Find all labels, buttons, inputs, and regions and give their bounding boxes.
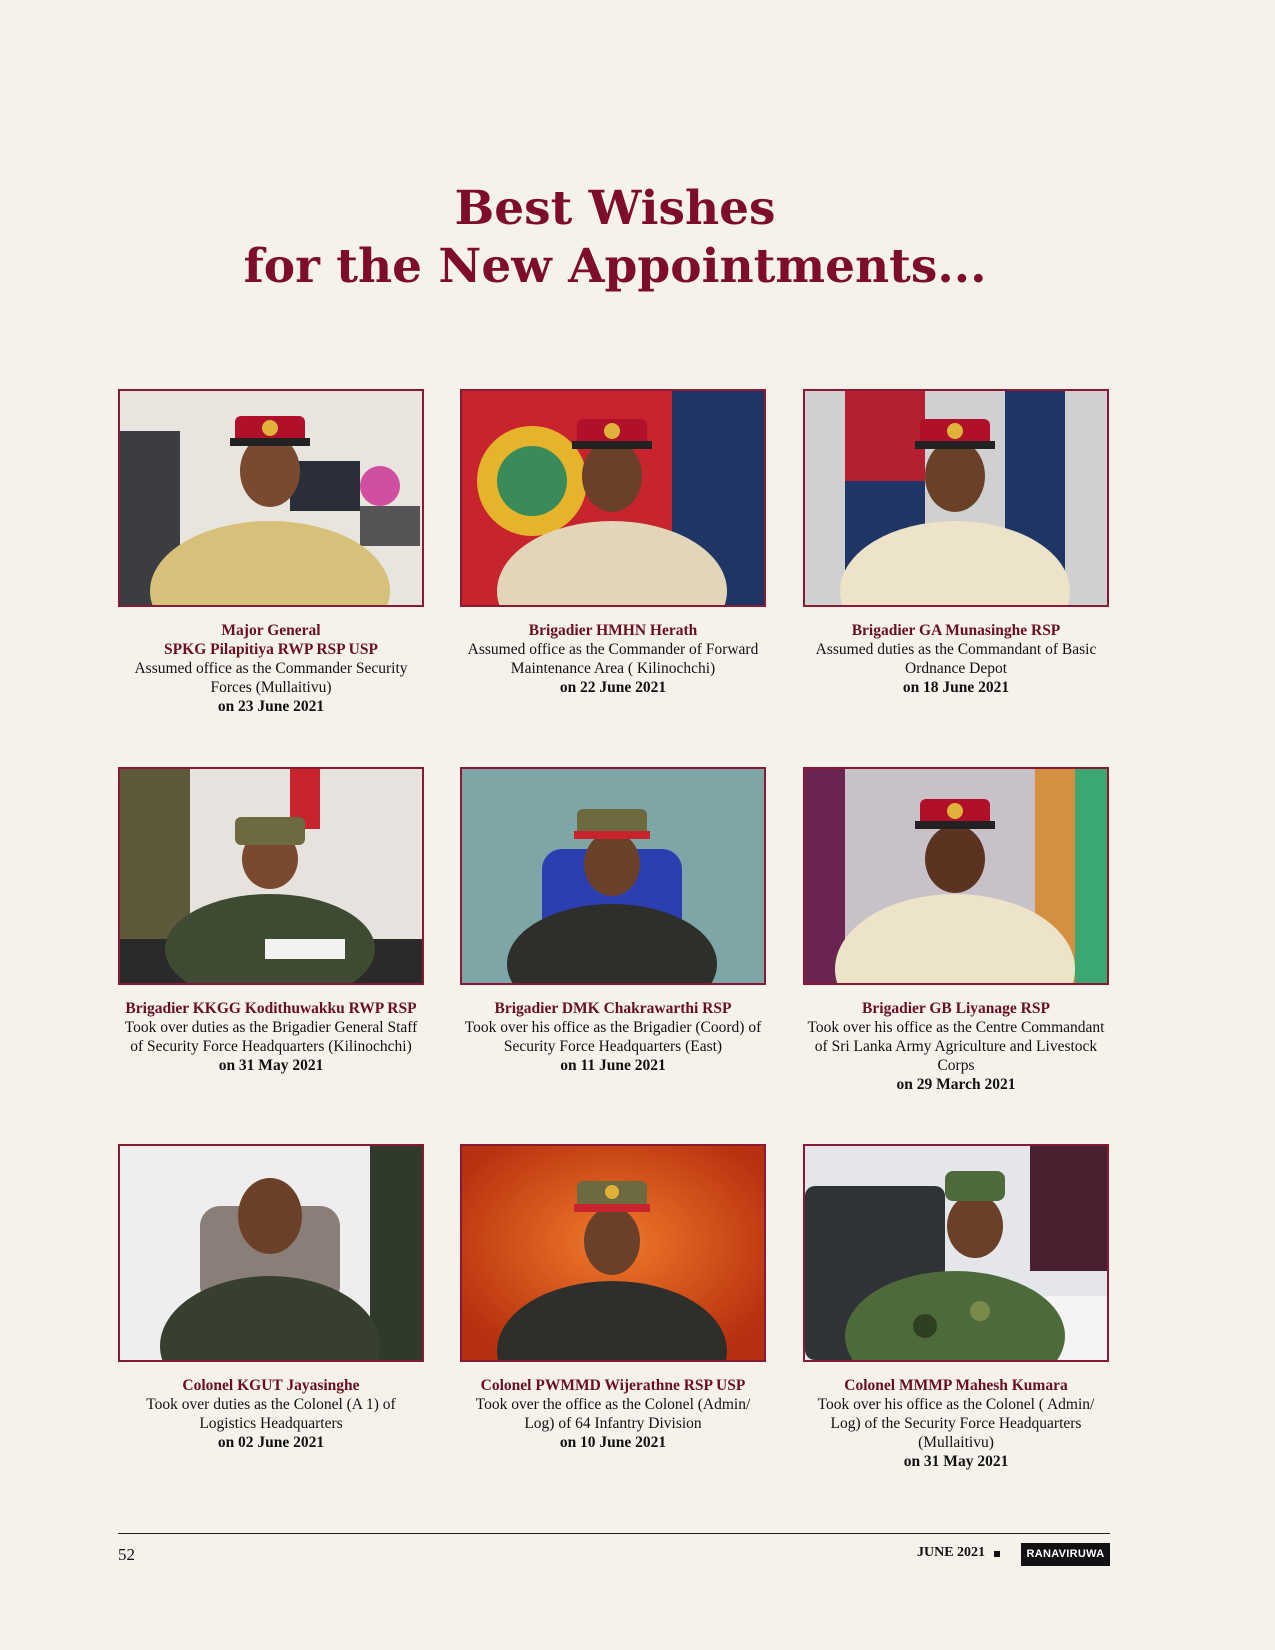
appointment-card xyxy=(460,389,766,697)
officer-photo xyxy=(803,389,1109,607)
issue-date: JUNE 2021 xyxy=(917,1545,986,1560)
appointment-card xyxy=(460,767,766,1075)
appointment-card xyxy=(118,389,424,716)
appointment-description: Took over duties as the Colonel (A 1) of Logistics Headquarters xyxy=(146,1396,396,1432)
appointment-description: Took over the office as the Colonel (Admin/ Log) of 64 Infantry Division xyxy=(475,1396,751,1432)
title-line-1: Best Wishes xyxy=(454,181,776,236)
officer-photo-graphic xyxy=(805,391,1107,605)
appointment-card xyxy=(460,1144,766,1452)
magazine-name: RANAVIRUWA xyxy=(1021,1543,1110,1566)
appointment-date: on 22 June 2021 xyxy=(559,679,667,696)
appointment-caption xyxy=(118,621,424,716)
appointment-card xyxy=(803,767,1109,1094)
footer-divider xyxy=(118,1533,1110,1534)
appointment-description: Assumed office as the Commander of Forward Maintenance Area ( Kilinochchi) xyxy=(467,641,759,677)
appointment-date: on 31 May 2021 xyxy=(218,1057,324,1074)
officer-photo xyxy=(803,1144,1109,1362)
page-title xyxy=(0,180,1230,296)
officer-photo xyxy=(118,389,424,607)
appointment-description: Took over his office as the Centre Commandant of Sri Lanka Army Agriculture and Livestock Corps xyxy=(807,1019,1105,1074)
appointment-caption xyxy=(803,1376,1109,1471)
officer-photo xyxy=(118,767,424,985)
officer-photo-graphic xyxy=(462,391,764,605)
appointment-caption xyxy=(460,1376,766,1452)
officer-photo-graphic xyxy=(462,769,764,983)
officer-name: Major General xyxy=(221,622,321,639)
appointment-caption xyxy=(460,999,766,1075)
officer-photo-graphic xyxy=(120,769,422,983)
officer-name: Brigadier KKGG Kodithuwakku RWP RSP xyxy=(125,1000,417,1017)
officer-photo xyxy=(803,767,1109,985)
officer-photo xyxy=(460,767,766,985)
title-line-2: for the New Appointments... xyxy=(243,239,987,294)
appointment-card xyxy=(803,1144,1109,1471)
appointment-date: on 02 June 2021 xyxy=(217,1434,325,1451)
appointment-date: on 18 June 2021 xyxy=(902,679,1010,696)
appointment-caption xyxy=(803,999,1109,1094)
appointment-date: on 11 June 2021 xyxy=(560,1057,666,1074)
officer-photo xyxy=(460,389,766,607)
appointment-date: on 10 June 2021 xyxy=(559,1434,667,1451)
footer-bullet-icon xyxy=(994,1551,1000,1557)
appointment-caption xyxy=(460,621,766,697)
officer-photo-graphic xyxy=(805,1146,1107,1360)
officer-name-cont: SPKG Pilapitiya RWP RSP USP xyxy=(164,641,378,658)
appointment-description: Assumed office as the Commander Security Forces (Mullaitivu) xyxy=(134,660,408,696)
officer-name: Colonel KGUT Jayasinghe xyxy=(182,1377,360,1394)
officer-photo xyxy=(118,1144,424,1362)
appointment-card xyxy=(118,767,424,1075)
officer-photo-graphic xyxy=(120,391,422,605)
appointment-card xyxy=(803,389,1109,697)
appointment-card xyxy=(118,1144,424,1452)
officer-photo-graphic xyxy=(462,1146,764,1360)
officer-name: Brigadier HMHN Herath xyxy=(528,622,698,639)
appointment-date: on 29 March 2021 xyxy=(896,1076,1016,1093)
officer-photo-graphic xyxy=(805,769,1107,983)
officer-name: Brigadier GA Munasinghe RSP xyxy=(851,622,1061,639)
appointment-description: Took over duties as the Brigadier General Staff of Security Force Headquarters (Kilinochchi) xyxy=(124,1019,418,1055)
appointment-caption xyxy=(118,999,424,1075)
officer-name: Colonel MMMP Mahesh Kumara xyxy=(844,1377,1068,1394)
appointment-caption xyxy=(803,621,1109,697)
appointment-description: Assumed duties as the Commandant of Basic Ordnance Depot xyxy=(815,641,1097,677)
appointment-caption xyxy=(118,1376,424,1452)
appointment-date: on 31 May 2021 xyxy=(903,1453,1009,1470)
appointment-description: Took over his office as the Colonel ( Admin/ Log) of the Security Force Headquarters (Mullaitivu) xyxy=(817,1396,1095,1451)
page-number: 52 xyxy=(118,1545,135,1564)
officer-name: Brigadier DMK Chakrawarthi RSP xyxy=(494,1000,732,1017)
appointment-description: Took over his office as the Brigadier (Coord) of Security Force Headquarters (East) xyxy=(464,1019,762,1055)
officer-name: Brigadier GB Liyanage RSP xyxy=(862,1000,1050,1017)
officer-photo-graphic xyxy=(120,1146,422,1360)
officer-name: Colonel PWMMD Wijerathne RSP USP xyxy=(480,1377,746,1394)
officer-photo xyxy=(460,1144,766,1362)
appointment-date: on 23 June 2021 xyxy=(217,698,325,715)
